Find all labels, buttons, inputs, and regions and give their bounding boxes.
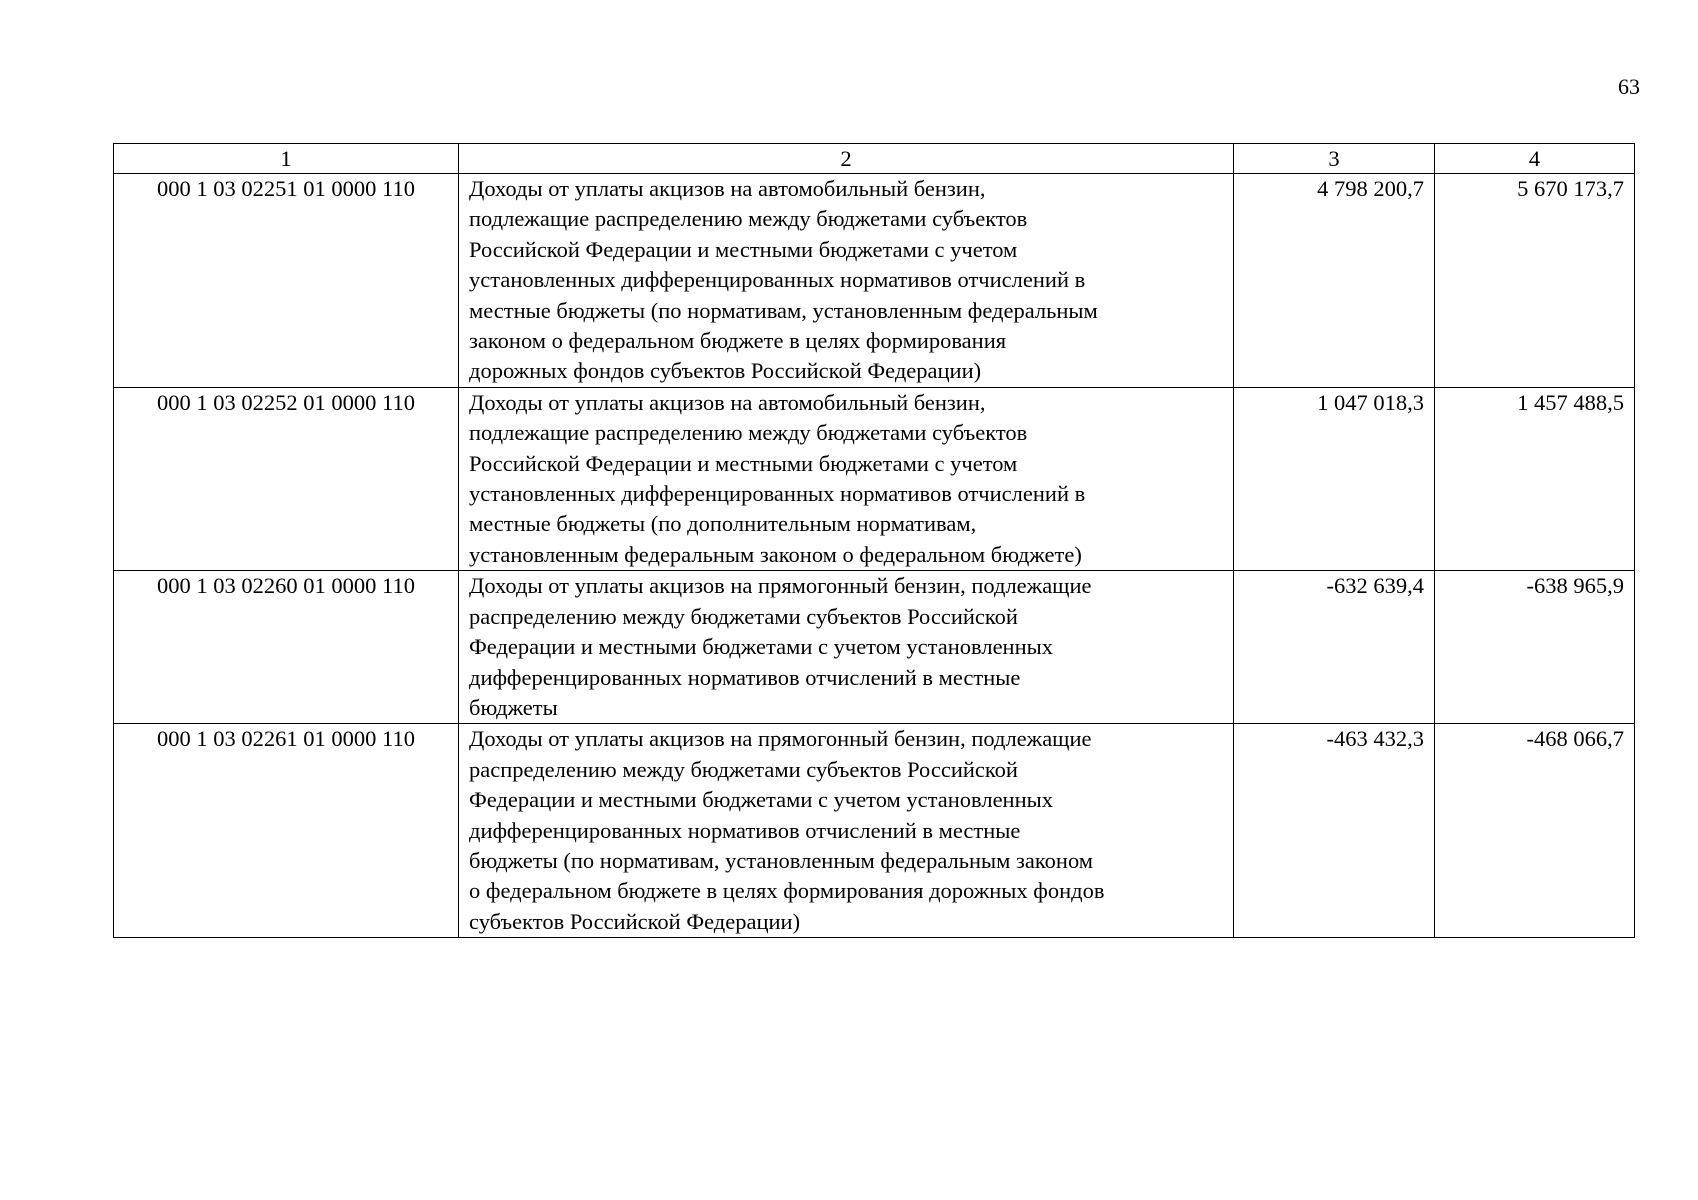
budget-code: 000 1 03 02251 01 0000 110	[114, 174, 459, 388]
description-line: установленных дифференцированных нормативов отчислений в	[469, 481, 1086, 507]
description-line: Федерации и местными бюджетами с учетом установленных	[469, 787, 1054, 813]
revenue-description	[459, 174, 1234, 388]
page-number: 63	[1618, 74, 1640, 99]
description-line: Российской Федерации и местными бюджетами с учетом	[469, 236, 1018, 262]
column-header-1: 1	[114, 144, 459, 174]
table-row	[114, 571, 1635, 724]
amount-column-3: 1 047 018,3	[1234, 387, 1435, 570]
description-line: дифференцированных нормативов отчислений в местные	[469, 817, 1021, 843]
description-line: подлежащие распределению между бюджетами субъектов	[469, 420, 1028, 446]
budget-code: 000 1 03 02252 01 0000 110	[114, 387, 459, 570]
table-row	[114, 724, 1635, 938]
amount-column-4: 5 670 173,7	[1435, 174, 1635, 388]
revenue-description	[459, 571, 1234, 724]
table-header	[114, 144, 1635, 174]
description-line: законом о федеральном бюджете в целях формирования	[469, 328, 1007, 354]
description-line: бюджеты (по нормативам, установленным федеральным законом	[469, 847, 1094, 873]
description-line: распределению между бюджетами субъектов Российской	[469, 603, 1018, 629]
description-line: субъектов Российской Федерации)	[469, 908, 801, 934]
amount-column-4: 1 457 488,5	[1435, 387, 1635, 570]
description-line: дорожных фондов субъектов Российской Федерации)	[469, 358, 982, 384]
description-line: Доходы от уплаты акцизов на автомобильный бензин,	[469, 176, 986, 201]
description-line: Доходы от уплаты акцизов на автомобильный бензин,	[469, 389, 986, 415]
table-row	[114, 174, 1635, 388]
amount-column-4: -468 066,7	[1435, 724, 1635, 938]
column-header-4: 4	[1435, 144, 1635, 174]
table-row	[114, 387, 1635, 570]
revenue-description	[459, 724, 1234, 938]
budget-code: 000 1 03 02260 01 0000 110	[114, 571, 459, 724]
column-header-3: 3	[1234, 144, 1435, 174]
description-line: бюджеты	[469, 694, 558, 720]
description-line: местные бюджеты (по дополнительным нормативам,	[469, 511, 977, 537]
description-line: местные бюджеты (по нормативам, установленным федеральным	[469, 297, 1098, 323]
description-line: Доходы от уплаты акцизов на прямогонный бензин, подлежащие	[469, 726, 1092, 752]
amount-column-3: -632 639,4	[1234, 571, 1435, 724]
description-line: о федеральном бюджете в целях формирования дорожных фондов	[469, 878, 1105, 904]
description-line: распределению между бюджетами субъектов Российской	[469, 756, 1018, 782]
amount-column-3: -463 432,3	[1234, 724, 1435, 938]
revenue-description	[459, 387, 1234, 570]
amount-column-3: 4 798 200,7	[1234, 174, 1435, 388]
table-body	[114, 174, 1635, 938]
header-row	[114, 144, 1635, 174]
description-line: Доходы от уплаты акцизов на прямогонный бензин, подлежащие	[469, 573, 1092, 599]
description-line: Российской Федерации и местными бюджетами с учетом	[469, 450, 1018, 476]
description-line: Федерации и местными бюджетами с учетом установленных	[469, 634, 1054, 660]
description-line: дифференцированных нормативов отчислений в местные	[469, 664, 1021, 690]
budget-revenue-table	[113, 143, 1635, 938]
amount-column-4: -638 965,9	[1435, 571, 1635, 724]
description-line: установленных дифференцированных нормативов отчислений в	[469, 267, 1086, 293]
description-line: подлежащие распределению между бюджетами субъектов	[469, 206, 1028, 232]
budget-code: 000 1 03 02261 01 0000 110	[114, 724, 459, 938]
description-line: установленным федеральным законом о федеральном бюджете)	[469, 541, 1082, 567]
column-header-2: 2	[459, 144, 1234, 174]
